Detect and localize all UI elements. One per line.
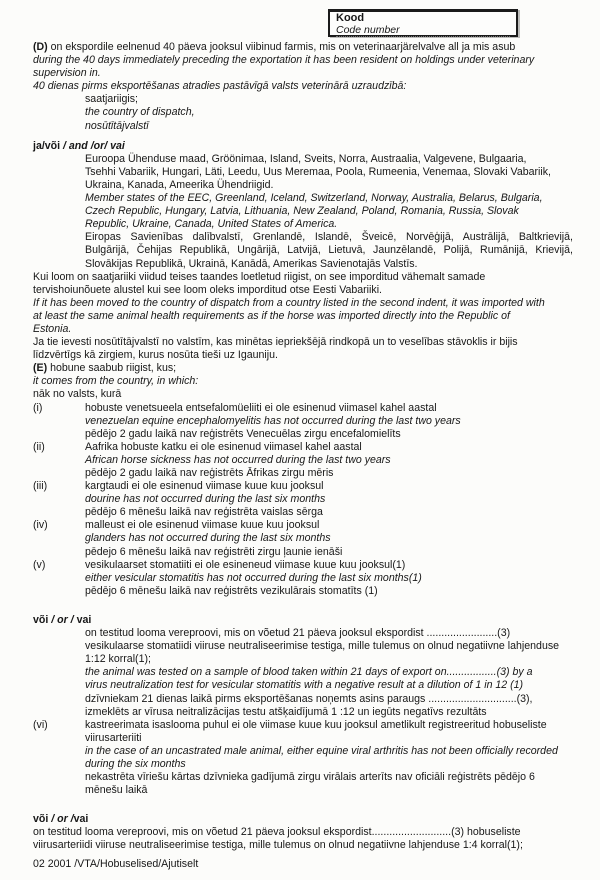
text-segment: või — [33, 813, 52, 826]
text-segment: on ekspordile eelnenud 40 päeva jooksul viibinud farmis, mis on veterinaarjärelvalve all ja mis asub — [47, 41, 516, 53]
certificate-body — [33, 41, 573, 871]
document-line — [33, 375, 573, 388]
text-segment: the animal was tested on a sample of blood taken within 21 days of export on.................(3) by a — [85, 666, 533, 679]
clause-label: (ii) — [33, 440, 45, 453]
document-line — [33, 258, 573, 271]
document-line — [33, 572, 573, 585]
text-segment: nāk no valsts, kurā — [33, 388, 122, 401]
text-segment: (D) — [33, 41, 48, 53]
clause-label: (v) — [33, 558, 46, 571]
text-segment: during the 40 days immediately preceding the exportation it has been resident on holdings under veterinary — [33, 54, 535, 67]
document-line — [33, 467, 573, 480]
clause-label: (iv) — [33, 519, 48, 532]
document-line — [33, 506, 573, 519]
text-segment: in the case of an uncastrated male animal, either equine viral arthritis has not been officially recorded — [85, 744, 558, 757]
document-line — [33, 693, 573, 706]
document-line — [33, 218, 573, 231]
document-line — [33, 758, 573, 771]
text-segment: virus neutralization test for vesicular stomatitis with a negative result at a dilution of 1 in 12 (1) — [85, 679, 524, 692]
code-number-label-en: Code number — [336, 25, 510, 38]
document-line — [33, 532, 573, 545]
text-segment: / and /or/ vai — [63, 139, 125, 152]
text-segment: hobuste venetsueela entsefalomüeliiti ei ole esinenud viimasel kahel aastal — [85, 401, 437, 414]
document-line — [33, 771, 573, 784]
document-line — [33, 454, 573, 467]
document-line — [33, 653, 573, 666]
text-segment: 1:12 korral(1); — [85, 653, 151, 666]
text-segment: glanders has not occurred during the last six months — [85, 532, 331, 545]
code-number-box — [328, 9, 518, 37]
document-line — [33, 388, 573, 401]
document-line — [33, 679, 573, 692]
clause-label: (iii) — [33, 480, 48, 493]
document-line — [33, 362, 573, 375]
document-line — [33, 244, 573, 257]
text-segment: nekastrēta vīriešu kārtas dzīvnieka gadījumā zirgu virālais arterīts nav oficiāli reģistrēts pēdējo 6 — [85, 771, 535, 784]
document-line — [33, 719, 573, 732]
text-segment: malleust ei ole esinenud viimase kuue kuu jooksul — [85, 519, 320, 532]
document-line — [33, 706, 573, 719]
text-segment: saatjariigis; — [85, 93, 138, 106]
clause-label: (i) — [33, 401, 43, 414]
document-line — [33, 80, 573, 93]
document-line — [33, 323, 573, 336]
document-line — [33, 336, 573, 349]
text-segment: it comes from the country, in which: — [33, 375, 199, 388]
document-lines — [33, 41, 573, 853]
text-segment: / or / — [51, 813, 74, 826]
text-segment: / or / — [51, 613, 77, 626]
text-segment: Tsehhi Vabariik, Hungari, Läti, Leedu, Uus Meremaa, Poola, Rumeenia, Venemaa, Slovaki Vabariik, — [85, 165, 551, 178]
document-line — [33, 310, 573, 323]
text-segment: dzīvniekam 21 dienas laikā pirms eksportēšanas noņemts asins paraugs ..............................(3), — [85, 692, 533, 705]
text-segment: pēdējo 2 gadu laikā nav reģistrēts Āfrikas zirgu mēris — [85, 467, 334, 479]
document-line — [33, 614, 573, 627]
text-segment: pēdejo 6 mēnešu laikā nav reģistrēti zirgu ļaunie ienāši — [85, 545, 343, 558]
text-segment: Kui loom on saatjariiki viidud teises taandes loetletud riigist, on see imporditud vähemalt samade — [33, 270, 486, 283]
text-segment: līdzvērtīgs kā zirgiem, kurus nosūta tieši uz Igauniju. — [33, 349, 278, 362]
document-line — [33, 231, 573, 244]
text-segment: vai — [76, 613, 92, 626]
text-segment: viirusarteriiti — [85, 731, 142, 744]
document-line — [33, 140, 573, 153]
document-line — [33, 732, 573, 745]
text-segment: mēnešu laikā — [85, 784, 148, 797]
text-segment: Slovākijas Republikā, Ukrainā, Kanādā, Amerikas Savienotajās Valstīs. — [85, 257, 418, 270]
document-line — [33, 106, 573, 119]
text-segment: kastreerimata isaslooma puhul ei ole viimase kuue kuu jooksul ametlikult registreeritud hobuseliste — [85, 718, 547, 731]
text-segment: on testitud looma vereproovi, mis on võetud 21 päeva jooksul ekspordist...........................(3) hobuseliste — [33, 826, 521, 839]
text-segment: Czech Republic, Hungary, Latvia, Lithuania, New Zealand, Poland, Romania, Russia, Slovak — [85, 205, 519, 218]
text-segment: Member states of the EEC, Greenland, Iceland, Switzerland, Norway, Australia, Belarus, Bulgaria, — [85, 192, 543, 205]
document-line — [33, 120, 573, 133]
text-segment: dourine has not occurred during the last six months — [85, 493, 326, 506]
text-segment: 40 dienas pirms eksportēšanas atradies pastāvīgā valsts veterinārā uzraudzībā: — [33, 80, 407, 93]
text-segment: tervishoiunõuete alustel kui see loom oleks imporditud otse Eesti Vabariiki. — [33, 283, 382, 296]
document-line — [33, 271, 573, 284]
text-segment: nosūtītājvalstī — [85, 119, 149, 132]
text-segment: on testitud looma vereproovi, mis on võetud 21 päeva jooksul ekspordist ........................(3) — [85, 627, 511, 640]
text-segment: izmeklēts ar vīrusa neitralizācijas testu atšķaidījumā 1 :12 un iegūts negatīvs rezultāts — [85, 705, 487, 718]
text-segment: Euroopa Ühenduse maad, Gröönimaa, Island, Sveits, Norra, Austraalia, Valgevene, Bulgaaria, — [85, 152, 527, 165]
document-line — [33, 839, 573, 852]
document-line — [33, 402, 573, 415]
text-segment: pēdējo 6 mēnešu laikā nav reģistrēta vaislas sērga — [85, 506, 323, 519]
text-segment: pēdējo 2 gadu laikā nav reģistrēts Venecuēlas zirgu encefalomielīts — [85, 427, 401, 440]
text-segment: either vesicular stomatitis has not occurred during the last six months(1) — [85, 571, 422, 584]
document-line — [33, 67, 573, 80]
text-segment: viirusarteriidi viiruse neutraliseerimise testiga, mille tulemus on olnud negatiivne lahjenduse 1:4 korral(1); — [33, 839, 523, 852]
text-segment: vesikulaarset stomatiiti ei ole esineneud viimase kuue kuu jooksul(1) — [85, 558, 406, 571]
document-line — [33, 559, 573, 572]
text-segment: vai — [73, 813, 89, 826]
text-segment: venezuelan equine encephalomyelitis has not occurred during the last two years — [85, 414, 461, 427]
text-segment: Estonia. — [33, 322, 72, 335]
document-line — [33, 745, 573, 758]
document-line — [33, 349, 573, 362]
text-segment: (E) — [33, 362, 48, 375]
text-segment: the country of dispatch, — [85, 106, 195, 119]
document-line — [33, 813, 573, 826]
clause-label: (vi) — [33, 718, 48, 731]
document-line — [33, 166, 573, 179]
text-segment: Aafrika hobuste katku ei ole esinenud viimasel kahel aastal — [85, 440, 362, 453]
document-line — [33, 41, 573, 54]
document-line — [33, 428, 573, 441]
document-line — [33, 627, 573, 640]
document-line — [33, 480, 573, 493]
document-line — [33, 179, 573, 192]
document-line — [33, 93, 573, 106]
code-number-label-et: Kood — [336, 12, 365, 24]
document-line — [33, 297, 573, 310]
document-line — [33, 192, 573, 205]
text-segment: Ja tie ievesti nosūtītājvalstī no valstīm, kas minētas iepriekšējā rindkopā un to veselības stāvoklis ir bijis — [33, 336, 518, 349]
text-segment: during the six months — [85, 757, 186, 770]
document-line — [33, 153, 573, 166]
text-segment: African horse sickness has not occurred during the last two years — [85, 453, 391, 466]
document-line — [33, 441, 573, 454]
text-segment: vesikulaarse stomatiidi viiruse neutraliseerimise testiga, mille tulemus on olnud negatiivne lahjenduse — [85, 640, 560, 653]
text-segment: Republic, Ukraine, Canada, United States of America. — [85, 218, 338, 231]
text-segment: If it has been moved to the country of dispatch from a country listed in the second indent, it was imported with — [33, 296, 545, 309]
text-segment: ja/või — [33, 139, 64, 152]
document-line — [33, 784, 573, 797]
text-segment: hobune saabub riigist, kus; — [47, 362, 177, 375]
document-line — [33, 640, 573, 653]
document-line — [33, 826, 573, 839]
document-reference: 02 2001 /VTA/Hobuselised/Ajutiselt — [33, 857, 199, 870]
text-segment: pēdējo 6 mēnešu laikā nav reģistrēts vezikulārais stomatīts (1) — [85, 584, 378, 597]
document-line — [33, 284, 573, 297]
document-line — [33, 546, 573, 559]
document-line — [33, 585, 573, 598]
document-line — [33, 54, 573, 67]
text-segment: Bulgārijā, Čehijas Republikā, Ungārijā, Latvijā, Lietuvā, Jaunzēlandē, Polijā, Rumānijā, Krievijā, — [85, 244, 573, 257]
document-line — [33, 205, 573, 218]
document-line — [33, 493, 573, 506]
text-segment: Ukraina, Kanada, Ameerika Ühendriigid. — [85, 178, 274, 191]
text-segment: supervision in. — [33, 67, 101, 80]
document-line — [33, 519, 573, 532]
text-segment: Eiropas Savienības dalībvalstī, Grenlandē, Islandē, Šveicē, Norvēģijā, Austrālijā, Baltkrievijā, — [85, 231, 573, 244]
text-segment: või — [33, 613, 52, 626]
text-segment: at least the same animal health requirements as if the horse was imported directly into the Republic of — [33, 309, 510, 322]
document-line — [33, 415, 573, 428]
document-line — [33, 666, 573, 679]
text-segment: kargtaudi ei ole esinenud viimase kuue kuu jooksul — [85, 480, 324, 493]
